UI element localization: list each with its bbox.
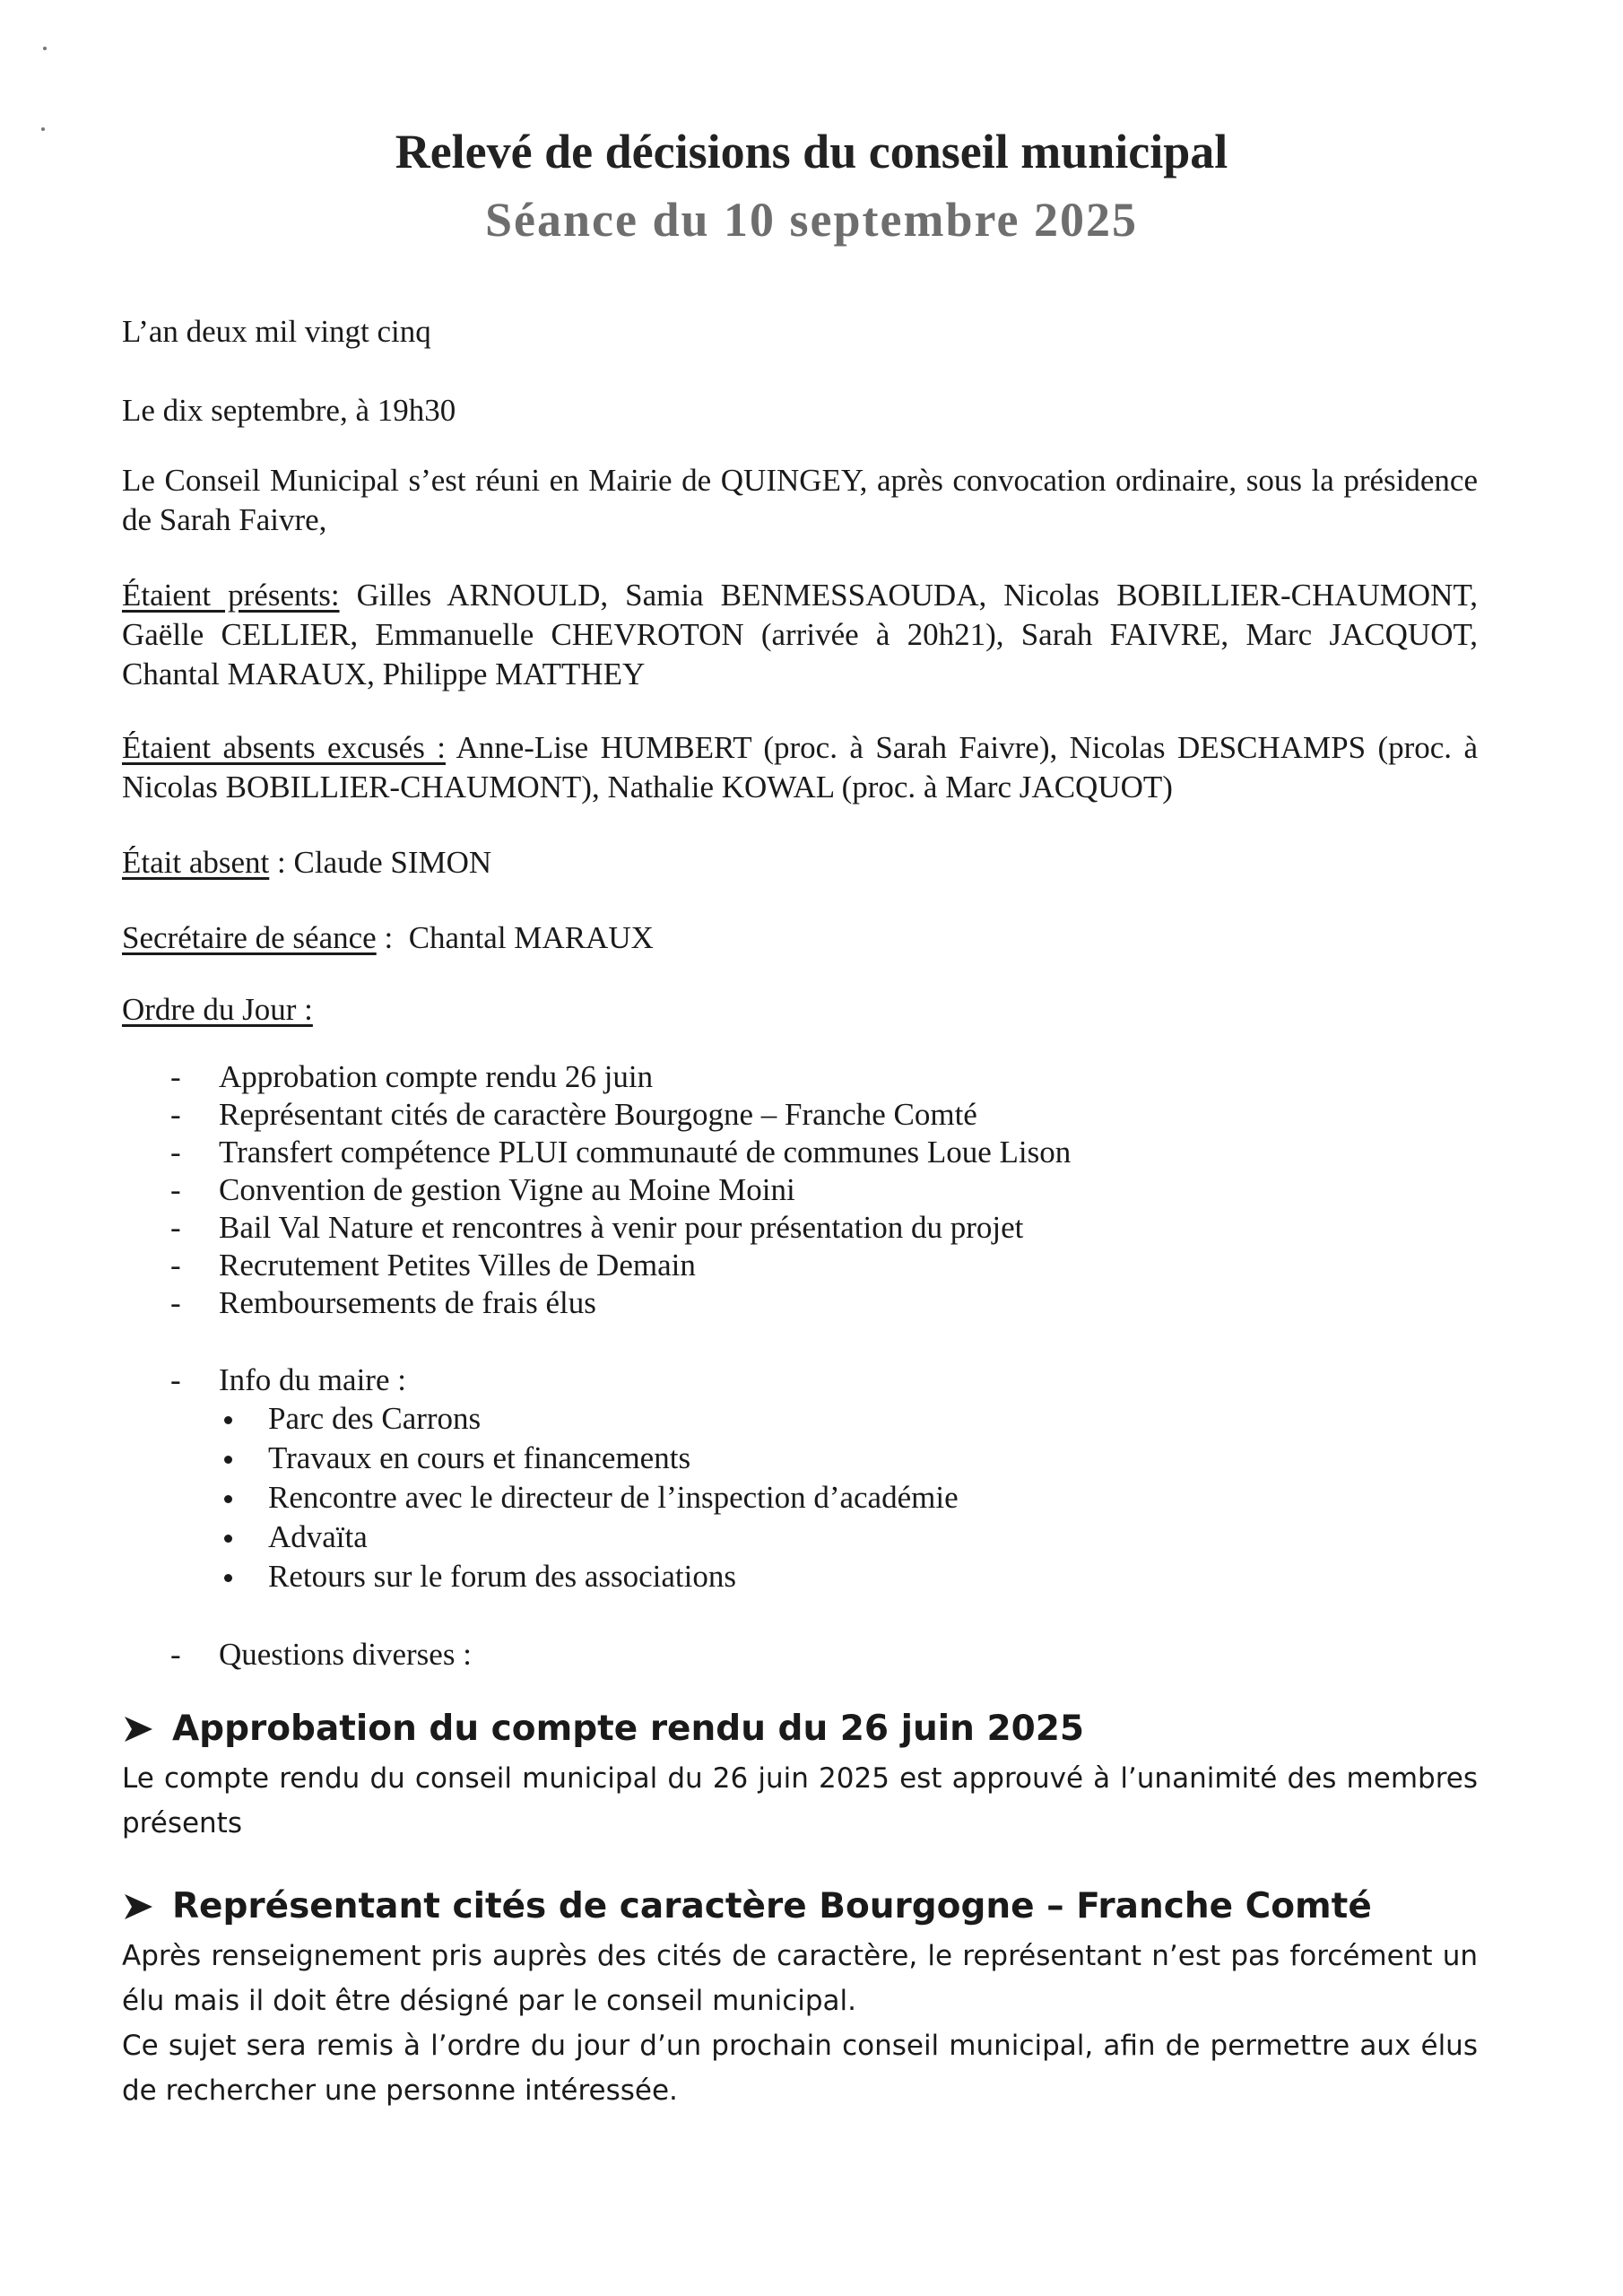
- mayor-info-list: [219, 1399, 1377, 1596]
- mayor-info-label: Info du maire :: [219, 1362, 406, 1397]
- present-list: Gilles ARNOULD, Samia BENMESSAOUDA, Nicolas BOBILLIER-CHAUMONT, Gaëlle CELLIER, Emmanuelle CHEVROTON (arrivée à 20h21), Sarah FAIVRE, Marc JACQUOT, Chantal MARAUX, Philippe MATTHEY: [122, 578, 1478, 691]
- section-representative: [122, 1883, 1478, 2113]
- intro-year: L’an deux mil vingt cinq: [122, 314, 431, 349]
- agenda-item: - Transfert compétence PLUI communauté de communes Loue Lison: [122, 1134, 1377, 1171]
- agenda-list: [122, 1058, 1377, 1674]
- mayor-info-item: Parc des Carrons: [219, 1399, 1377, 1439]
- present-label: Étaient présents:: [122, 578, 340, 613]
- section-body: Après renseignement pris auprès des cités de caractère, le représentant n’est pas forcément un élu mais il doit être désigné par le conseil municipal.: [122, 1940, 1478, 2017]
- section-heading: [122, 1883, 1478, 1930]
- agenda-item: - Représentant cités de caractère Bourgogne – Franche Comté: [122, 1096, 1377, 1134]
- agenda-heading: [122, 990, 1478, 1030]
- agenda-item: - Bail Val Nature et rencontres à venir pour présentation du projet: [122, 1209, 1377, 1247]
- mayor-info-item: Retours sur le forum des associations: [219, 1557, 1377, 1596]
- excused-label: Étaient absents excusés :: [122, 730, 446, 765]
- section-title: Représentant cités de caractère Bourgogne – Franche Comté: [172, 1886, 1372, 1926]
- document-title: Relevé de décisions du conseil municipal: [395, 125, 1228, 178]
- agenda-label: Ordre du Jour :: [122, 992, 313, 1027]
- present-members: [122, 576, 1478, 694]
- absent-name: Claude SIMON: [293, 845, 492, 880]
- absent-member: Était absent : Claude SIMON: [122, 845, 492, 880]
- section-title: Approbation du compte rendu du 26 juin 2025: [172, 1709, 1085, 1749]
- agenda-item: - Remboursements de frais élus: [122, 1284, 1377, 1322]
- secretary: Secrétaire de séance : Chantal MARAUX: [122, 920, 654, 955]
- secretary-label: Secrétaire de séance: [122, 920, 377, 955]
- agenda-item: - Approbation compte rendu 26 juin: [122, 1058, 1377, 1096]
- secretary-name: Chantal MARAUX: [408, 920, 654, 955]
- section-approval: [122, 1706, 1478, 1846]
- excused-list: Anne-Lise HUMBERT (proc. à Sarah Faivre), Nicolas DESCHAMPS (proc. à Nicolas BOBILLIER-CHAUMONT), Nathalie KOWAL (proc. à Marc JACQUOT): [122, 730, 1478, 804]
- mayor-info-item: Advaïta: [219, 1518, 1377, 1557]
- arrowhead-bullet-icon: [122, 1892, 156, 1922]
- intro-convocation: Le Conseil Municipal s’est réuni en Mairie de QUINGEY, après convocation ordinaire, sous la présidence de Sarah Faivre,: [122, 463, 1478, 537]
- section-body: Le compte rendu du conseil municipal du 26 juin 2025 est approuvé à l’unanimité des membres présents: [122, 1762, 1478, 1839]
- agenda-item: - Convention de gestion Vigne au Moine Moini: [122, 1171, 1377, 1209]
- section-heading: [122, 1706, 1478, 1752]
- arrowhead-bullet-icon: [122, 1714, 156, 1744]
- excused-members: [122, 728, 1478, 807]
- scan-speck: [43, 47, 47, 50]
- intro-date: Le dix septembre, à 19h30: [122, 393, 456, 428]
- mayor-info-item: Travaux en cours et financements: [219, 1439, 1377, 1478]
- agenda-item-mayor-info: [122, 1361, 1377, 1596]
- document-subtitle: Séance du 10 septembre 2025: [485, 193, 1138, 247]
- absent-label: Était absent: [122, 845, 270, 880]
- mayor-info-item: Rencontre avec le directeur de l’inspection d’académie: [219, 1478, 1377, 1518]
- section-body-continued: Ce sujet sera remis à l’ordre du jour d’un prochain conseil municipal, afin de permettre aux élus de rechercher une personne intéressée.: [122, 2030, 1478, 2107]
- agenda-item-misc: - Questions diverses :: [122, 1636, 1377, 1674]
- agenda-item: - Recrutement Petites Villes de Demain: [122, 1247, 1377, 1284]
